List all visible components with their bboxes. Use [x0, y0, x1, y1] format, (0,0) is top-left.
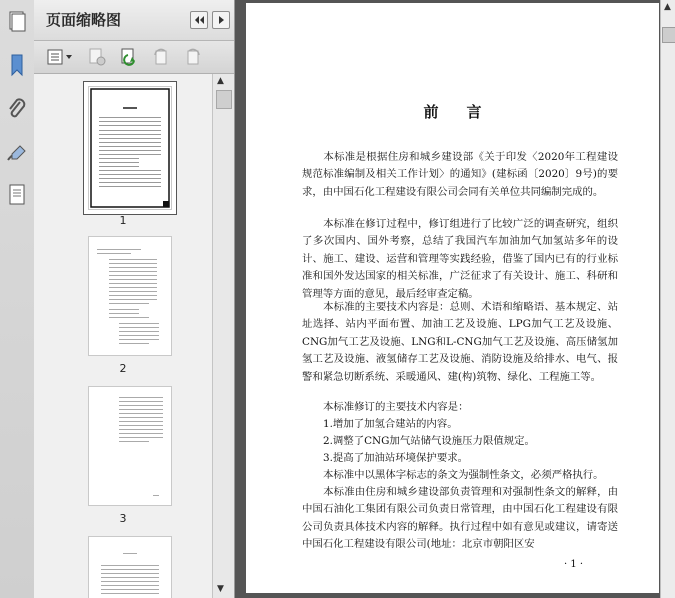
page-2-preview [89, 237, 171, 355]
document-scrollbar[interactable] [660, 0, 675, 598]
page-1-preview [89, 87, 171, 209]
panel-header [34, 0, 234, 41]
scroll-up-icon[interactable]: ▲ [664, 2, 671, 12]
rotate-left-icon [150, 47, 172, 67]
panel-title: 页面缩略图 [46, 11, 122, 29]
paragraph: 1.增加了加氢合建站的内容。 [323, 418, 458, 430]
navigation-rail [0, 0, 35, 598]
chevron-right-icon [213, 12, 229, 28]
rotate-right-icon [182, 47, 204, 67]
thumbnail-page-3[interactable] [88, 386, 172, 506]
thumbnail-scrollbar[interactable] [212, 74, 233, 598]
pages-icon[interactable] [4, 8, 30, 34]
insert-page-icon [118, 47, 140, 67]
paragraph: 本标准的主要技术内容是：总则、术语和缩略语、基本规定、站址选择、站内平面布置、加油工艺及设施、LPG加气工艺及设施、CNG加气工艺及设施、LNG和L-CNG加气工艺及设施、高压储氢加氢工艺及设施、液氢储存工艺及设施、消防设施及给排水、电气、报警和紧急切断系统、采暖通风、建(构)筑物、绿化、工程施工等。 [302, 301, 618, 383]
rotate-left-button[interactable] [150, 47, 172, 67]
scroll-down-icon[interactable]: ▼ [217, 584, 224, 594]
page-3-preview [89, 387, 171, 505]
page-4-preview [89, 537, 171, 598]
thumbnail-label: 3 [119, 512, 127, 525]
expand-panel-button[interactable] [212, 11, 230, 29]
delete-page-icon [86, 47, 108, 67]
bookmark-icon[interactable] [4, 52, 30, 78]
paragraph: 2.调整了CNG加气站储气设施压力限值规定。 [323, 435, 535, 447]
options-menu-icon [46, 47, 74, 67]
paragraph: 本标准中以黑体字标志的条文为强制性条文，必须严格执行。 [323, 469, 604, 481]
collapse-panel-button[interactable] [190, 11, 208, 29]
paragraph: 本标准修订的主要技术内容是： [323, 401, 469, 413]
thumbnail-label: 1 [119, 214, 127, 227]
delete-page-button[interactable] [86, 47, 108, 67]
thumbnail-panel [34, 0, 235, 598]
signature-icon[interactable] [4, 140, 30, 166]
layers-icon[interactable] [4, 182, 30, 208]
document-page [246, 3, 659, 593]
paragraph: 3.提高了加油站环境保护要求。 [323, 452, 468, 464]
page-number: · 1 · [564, 559, 584, 570]
thumbnail-page-1[interactable] [88, 86, 172, 210]
paragraph: 本标准在修订过程中，修订组进行了比较广泛的调查研究，组织了多次国内、国外考察，总结了我国汽车加油加气加氢站多年的设计、施工、建设、运营和管理等实践经验，借鉴了国内已有的行业标准和国外发达国家的相关标准，广泛征求了有关设计、施工、科研和管理等方面的意见，最后经审查定稿。 [302, 218, 618, 300]
document-title: 前言 [423, 103, 510, 121]
thumbnail-page-4[interactable] [88, 536, 172, 598]
double-chevron-left-icon [191, 12, 207, 28]
thumbnail-list [34, 74, 212, 598]
thumbnail-label: 2 [119, 362, 127, 375]
paragraph: 本标准由住房和城乡建设部负责管理和对强制性条文的解释，由中国石油化工集团有限公司负责日常管理，由中国石化工程建设有限公司负责具体技术内容的解释。执行过程中如有意见或建议，请寄送中国石化工程建设有限公司(地址：北京市朝阳区安 [302, 486, 618, 551]
scroll-thumb[interactable] [662, 27, 675, 43]
scroll-thumb[interactable] [216, 90, 232, 109]
attachment-icon[interactable] [4, 96, 30, 122]
rotate-right-button[interactable] [182, 47, 204, 67]
thumbnail-page-2[interactable] [88, 236, 172, 356]
insert-page-button[interactable] [118, 47, 140, 67]
paragraph: 本标准是根据住房和城乡建设部《关于印发〈2020年工程建设规范标准编制及相关工作计划〉的通知》(建标函〔2020〕9号)的要求，由中国石化工程建设有限公司会同有关单位共同编制完成的。 [302, 151, 618, 198]
document-view [235, 0, 660, 598]
thumbnail-toolbar [34, 41, 234, 74]
scroll-up-icon[interactable]: ▲ [217, 76, 224, 86]
options-menu-button[interactable] [46, 47, 74, 67]
